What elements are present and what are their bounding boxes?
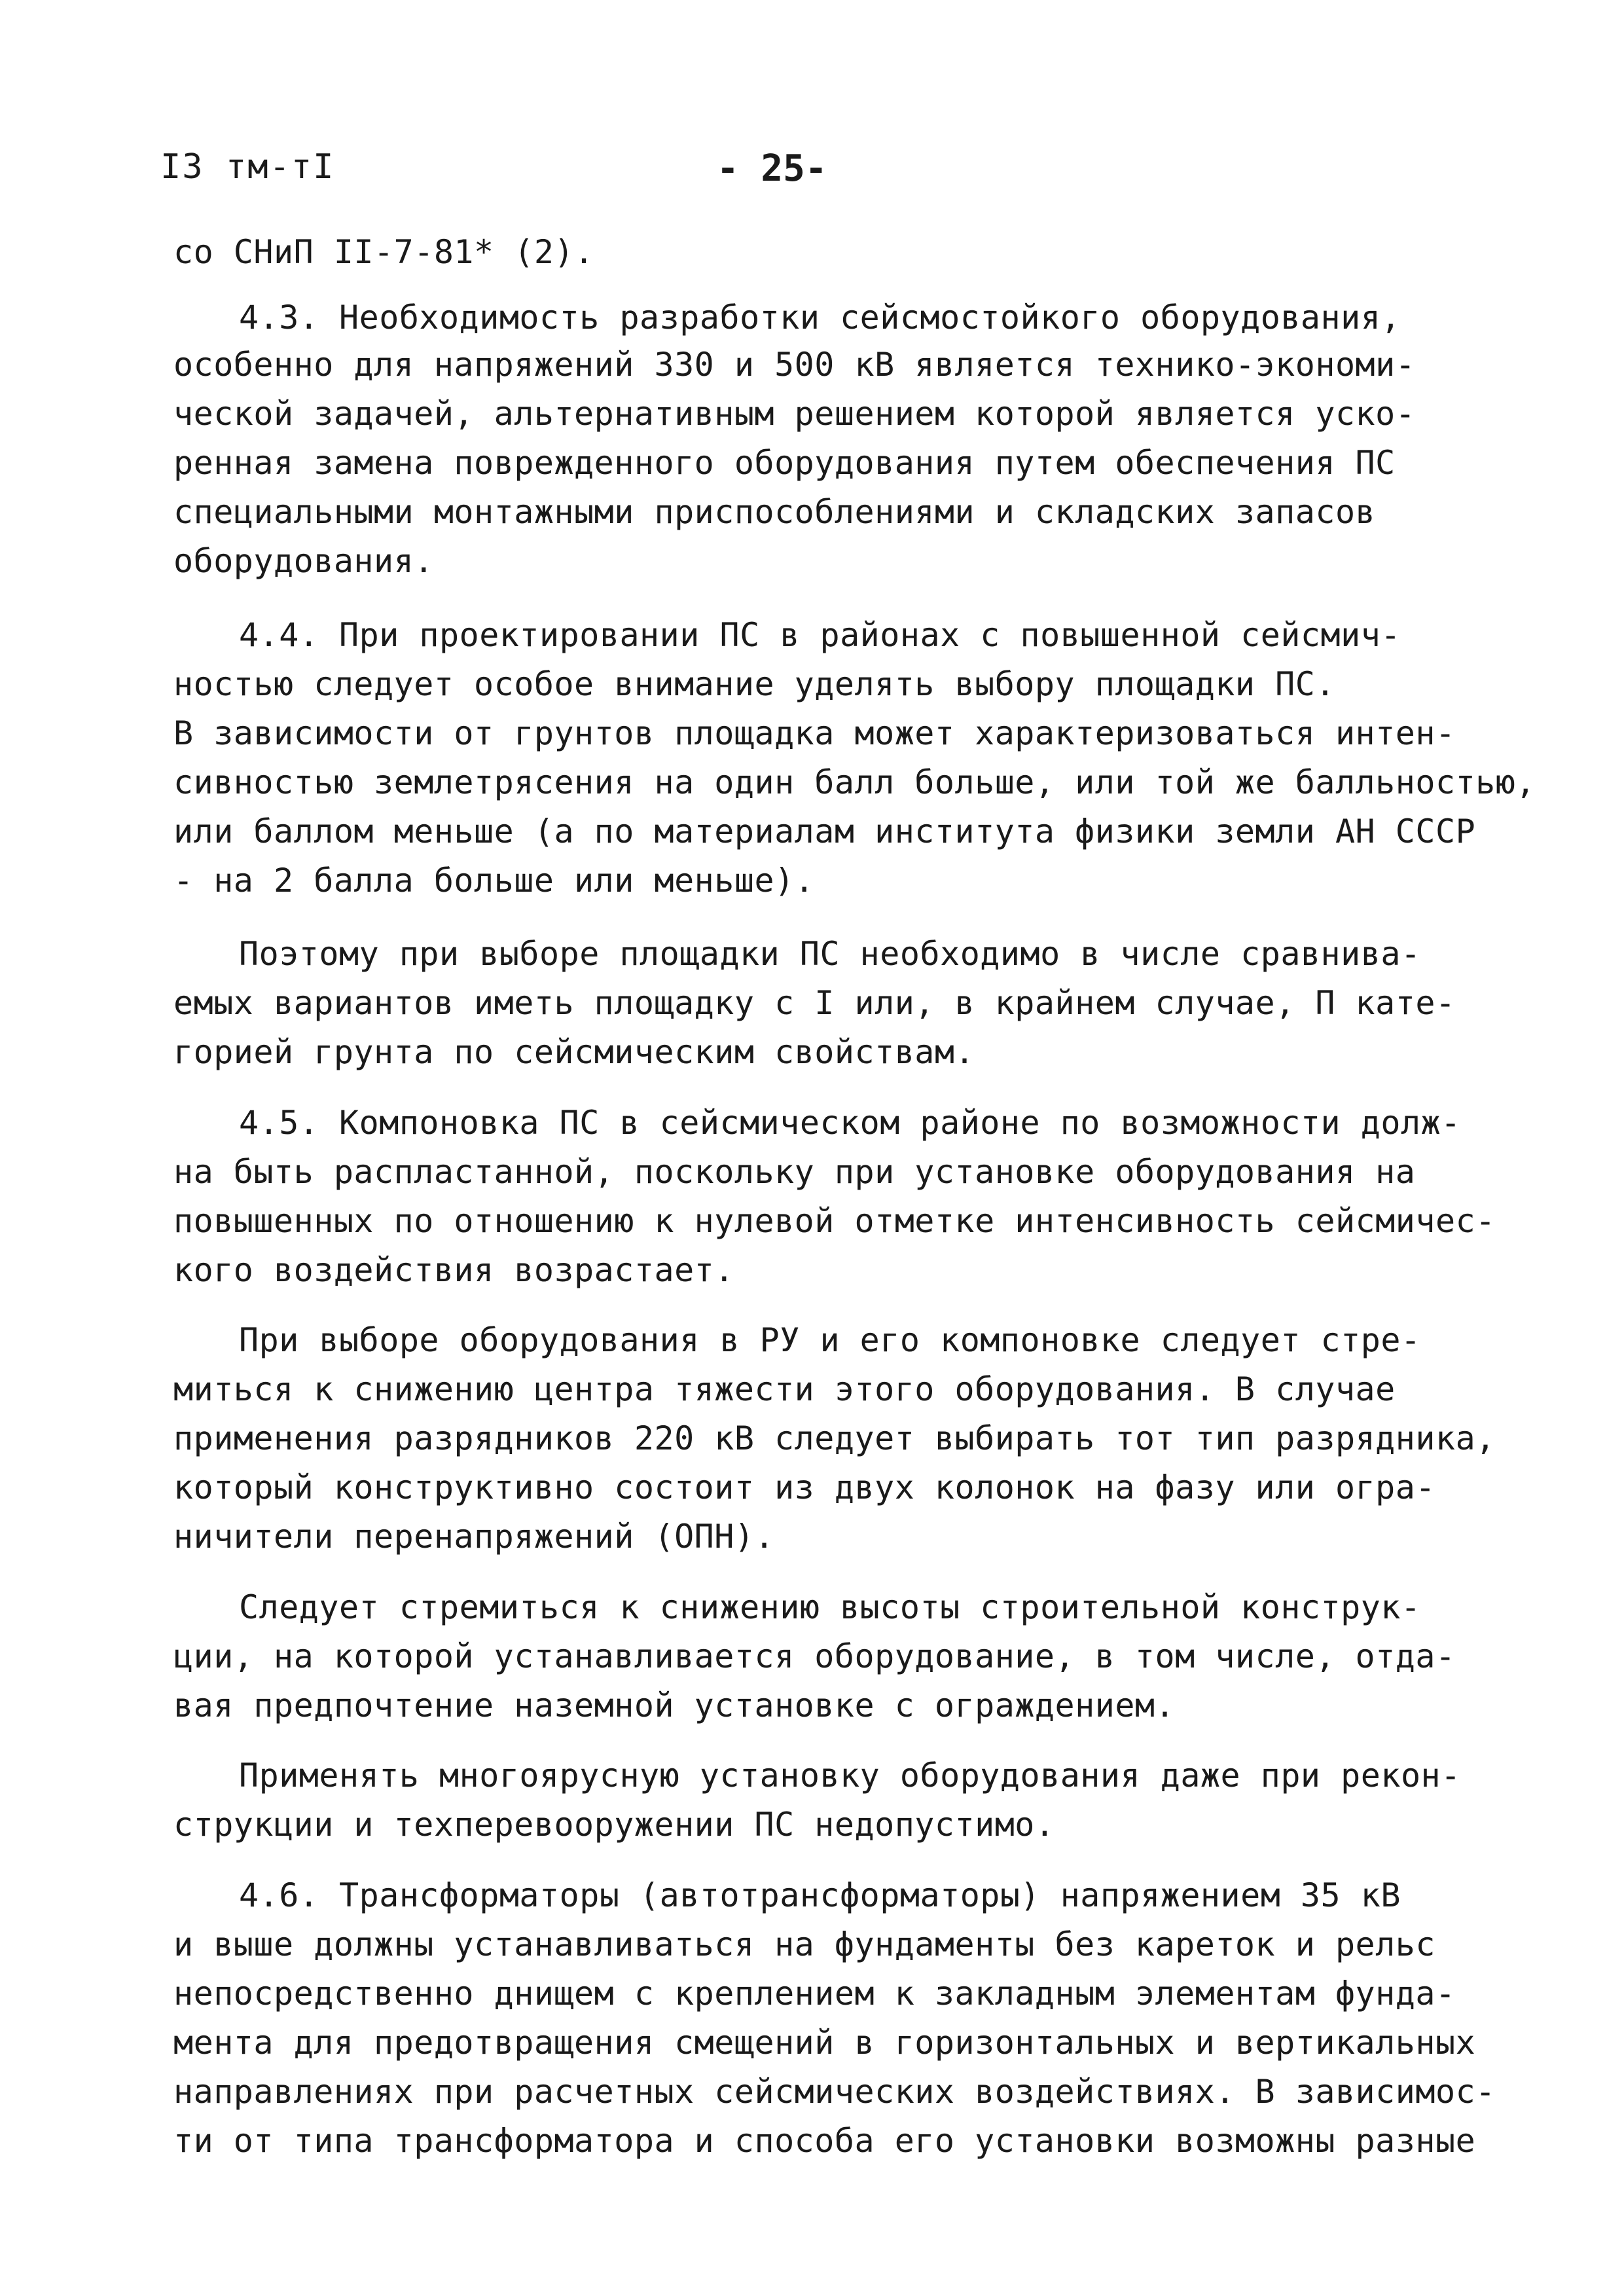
text-line: специальными монтажными приспособлениями и складских запасов <box>173 493 1376 531</box>
text-line: ностью следует особое внимание уделять выбору площадки ПС. <box>173 665 1335 703</box>
text-line: направлениях при расчетных сейсмических воздействиях. В зависимос- <box>173 2073 1496 2111</box>
text-line: Поэтому при выборе площадки ПС необходимо в числе сравнива- <box>239 935 1421 973</box>
text-line: Применять многоярусную установку оборудования даже при рекон- <box>239 1757 1461 1795</box>
text-line: мента для предотвращения смещений в горизонтальных и вертикальных <box>173 2024 1476 2062</box>
text-line: 4.4. При проектировании ПС в районах с повышенной сейсмич- <box>239 616 1401 654</box>
text-line: оборудования. <box>173 542 434 580</box>
page-header <box>0 147 1624 200</box>
text-line: со СНиП II-7-81* (2). <box>173 233 594 271</box>
text-line: непосредственно днищем с креплением к закладным элементам фунда- <box>173 1975 1456 2013</box>
text-line: кого воздействия возрастает. <box>173 1251 734 1289</box>
text-line: При выборе оборудования в РУ и его компоновке следует стре- <box>239 1321 1421 1359</box>
text-line: особенно для напряжений 330 и 500 кВ является технико-экономи- <box>173 346 1416 384</box>
text-line: В зависимости от грунтов площадка может характеризоваться интен- <box>173 714 1456 752</box>
text-line: 4.5. Компоновка ПС в сейсмическом районе по возможности долж- <box>239 1104 1461 1142</box>
page-number: - 25- <box>717 147 827 190</box>
text-line: применения разрядников 220 кВ следует выбирать тот тип разрядника, <box>173 1419 1496 1457</box>
text-line: ческой задачей, альтернативным решением которой является уско- <box>173 395 1416 433</box>
text-line: миться к снижению центра тяжести этого оборудования. В случае <box>173 1370 1396 1408</box>
text-line: на быть распластанной, поскольку при установке оборудования на <box>173 1153 1416 1191</box>
text-line: и выше должны устанавливаться на фундаменты без кареток и рельс <box>173 1925 1435 1963</box>
text-line: ничители перенапряжений (ОПН). <box>173 1518 775 1556</box>
text-line: ренная замена поврежденного оборудования путем обеспечения ПС <box>173 444 1396 482</box>
text-line: вая предпочтение наземной установке с ограждением. <box>173 1686 1176 1724</box>
text-line: горией грунта по сейсмическим свойствам. <box>173 1033 975 1071</box>
text-line: Следует стремиться к снижению высоты строительной конструк- <box>239 1588 1421 1626</box>
text-line: - на 2 балла больше или меньше). <box>173 862 815 900</box>
text-line: струкции и техперевооружении ПС недопустимо. <box>173 1806 1055 1844</box>
document-code: I3 тм-тI <box>160 147 335 187</box>
text-line: повышенных по отношению к нулевой отметке интенсивность сейсмичес- <box>173 1202 1496 1240</box>
text-line: 4.3. Необходимость разработки сейсмостойкого оборудования, <box>239 299 1401 337</box>
text-line: сивностью землетрясения на один балл больше, или той же балльностью, <box>173 763 1536 801</box>
text-line: емых вариантов иметь площадку с I или, в крайнем случае, П кате- <box>173 984 1456 1022</box>
text-line: который конструктивно состоит из двух колонок на фазу или огра- <box>173 1468 1435 1506</box>
text-line: или баллом меньше (а по материалам института физики земли АН СССР <box>173 812 1476 850</box>
text-line: 4.6. Трансформаторы (автотрансформаторы) напряжением 35 кВ <box>239 1876 1401 1914</box>
text-line: ции, на которой устанавливается оборудование, в том числе, отда- <box>173 1637 1456 1675</box>
text-line: ти от типа трансформатора и способа его установки возможны разные <box>173 2122 1476 2160</box>
